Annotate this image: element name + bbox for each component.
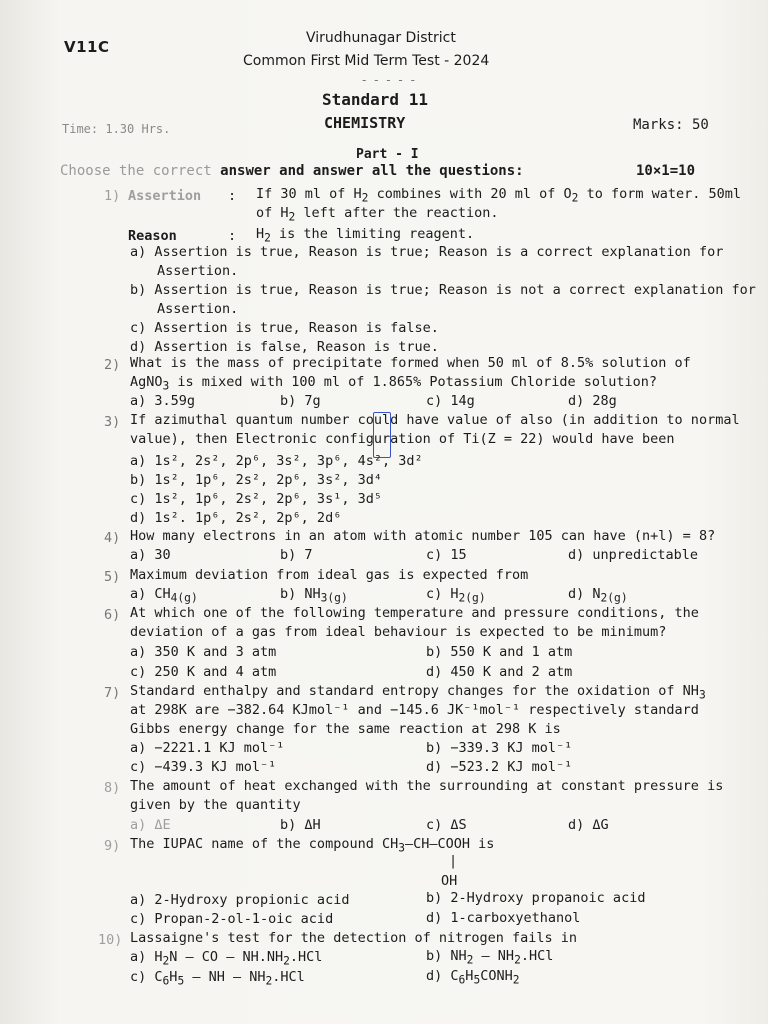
q2-line1: What is the mass of precipitate formed when 50 ml of 8.5% solution of [130,355,691,371]
q3-line1: If azimuthal quantum number could have value of also (in addition to normal [130,412,740,428]
q1-assertion-line2: of $H_2$ left after the reaction. [256,205,499,224]
q8-line2: given by the quantity [130,797,301,813]
q10-option-d: d) $C_6H_5CONH_2$ [426,968,520,987]
q4-option-d: d) unpredictable [568,547,699,563]
q1-option-b-line1: b) Assertion is true, Reason is true; Reason is not a correct explanation for [130,282,756,298]
q1-option-c: c) Assertion is true, Reason is false. [130,320,439,336]
q10-line1: Lassaigne's test for the detection of nitrogen fails in [130,930,578,946]
q3-option-a: a) 1s², 2s², 2p⁶, 3s², 3p⁶, 4s², 3d² [130,453,423,469]
q8-option-c: c) ΔS [426,817,467,833]
paper-code: V11C [64,38,110,56]
q5-number: 5) [104,569,121,585]
score-scheme: 10×1=10 [636,163,696,179]
instruction-prefix: Choose the correct [60,163,212,179]
q5-option-d: d) $N_{2(g)}$ [568,586,628,605]
q1-colon: : [228,188,237,204]
q2-option-d: d) 28g [568,393,617,409]
q9-oh-group: OH [441,873,458,889]
q1-assertion-label: Assertion [128,188,202,204]
q1-option-a-line1: a) Assertion is true, Reason is true; Reason is a correct explanation for [130,244,724,260]
q8-option-b: b) ΔH [280,817,321,833]
q2-option-c: c) 14g [426,393,475,409]
q6-option-b: b) 550 K and 1 atm [426,644,573,660]
q3-number: 3) [104,414,121,430]
q9-bond-line: | [449,853,458,869]
q6-option-d: d) 450 K and 2 atm [426,664,573,680]
q1-option-b-line2: Assertion. [157,301,239,317]
q8-option-a: a) ΔE [130,817,171,833]
q9-option-a: a) 2-Hydroxy propionic acid [130,892,350,908]
q10-option-a: a) $H_2N$ – CO – $NH.NH_2.HCl$ [130,949,323,968]
q8-option-d: d) ΔG [568,817,609,833]
q2-option-b: b) 7g [280,393,321,409]
q1-assertion-line1: If 30 ml of $H_2$ combines with 20 ml of $O_2$ to form water. 50ml [256,186,741,205]
time-label: Time: 1.30 Hrs. [62,122,171,136]
q7-option-c: c) −439.3 KJ mol⁻¹ [130,759,277,775]
q5-option-a: a) $CH_{4(g)}$ [130,586,198,605]
q8-number: 8) [104,780,121,796]
q6-number: 6) [104,607,121,623]
q1-option-a-line2: Assertion. [157,263,239,279]
q2-number: 2) [104,357,121,373]
q4-option-a: a) 30 [130,547,171,563]
q9-option-c: c) Propan-2-ol-1-oic acid [130,911,334,927]
decorative-dots: - - - - - [362,73,417,87]
q7-line3: Gibbs energy change for the same reaction at 298 K is [130,721,561,737]
q1-reason-label: Reason [128,228,177,244]
q6-option-c: c) 250 K and 4 atm [130,664,277,680]
instruction-rest: answer and answer all the questions: [220,163,524,179]
q7-option-d: d) −523.2 KJ mol⁻¹ [426,759,573,775]
selection-box [373,412,391,458]
part-heading: Part - I [356,147,419,162]
q5-option-c: c) $H_{2(g)}$ [426,586,486,605]
standard-title: Standard 11 [322,90,428,109]
q3-option-c: c) 1s², 1p⁶, 2s², 2p⁶, 3s¹, 3d⁵ [130,491,382,507]
q2-line2: AgNO$_3$ is mixed with 100 ml of 1.865% Potassium Chloride solution? [130,374,657,393]
q1-colon-2: : [228,228,237,244]
q7-option-b: b) −339.3 KJ mol⁻¹ [426,740,573,756]
q6-option-a: a) 350 K and 3 atm [130,644,277,660]
q7-option-a: a) −2221.1 KJ mol⁻¹ [130,740,285,756]
marks-label: Marks: 50 [633,117,709,133]
q2-option-a: a) 3.59g [130,393,196,409]
q7-line1: Standard enthalpy and standard entropy changes for the oxidation of $NH_3$ [130,683,706,702]
q3-line2: value), then Electronic configuration of Ti(Z = 22) would have been [130,431,675,447]
q3-option-b: b) 1s², 1p⁶, 2s², 2p⁶, 3s², 3d⁴ [130,472,382,488]
q6-line2: deviation of a gas from ideal behaviour is expected to be minimum? [130,624,667,640]
q1-option-d: d) Assertion is false, Reason is true. [130,339,439,355]
q10-option-c: c) $C_6H_5$ – NH – $NH_2.HCl$ [130,969,305,988]
district-title: Virudhunagar District [306,30,456,46]
q9-line1: The IUPAC name of the compound $CH_3-CH$–COOH is [130,836,495,855]
q1-number: 1) [104,188,121,204]
q1-reason-text: $H_2$ is the limiting reagent. [256,226,475,245]
q9-option-d: d) 1-carboxyethanol [426,910,581,926]
exam-title: Common First Mid Term Test - 2024 [243,53,490,69]
q9-number: 9) [104,838,121,854]
q6-line1: At which one of the following temperature and pressure conditions, the [130,605,699,621]
q4-number: 4) [104,530,121,546]
subject-title: CHEMISTRY [324,114,406,132]
q8-line1: The amount of heat exchanged with the surrounding at constant pressure is [130,778,724,794]
q10-option-b: b) $NH_2 - NH_2.HCl$ [426,948,554,967]
q4-option-c: c) 15 [426,547,467,563]
instruction [60,163,524,179]
q5-option-b: b) $NH_{3(g)}$ [280,586,348,605]
q5-line1: Maximum deviation from ideal gas is expected from [130,567,529,583]
q3-option-d: d) 1s². 1p⁶, 2s², 2p⁶, 2d⁶ [130,510,342,526]
q4-line1: How many electrons in an atom with atomic number 105 can have (n+l) = 8? [130,528,716,544]
q7-number: 7) [104,685,121,701]
q9-option-b: b) 2-Hydroxy propanoic acid [426,890,646,906]
q10-number: 10) [98,932,123,948]
q4-option-b: b) 7 [280,547,313,563]
q7-line2: at 298K are −382.64 KJmol⁻¹ and −145.6 JK⁻¹mol⁻¹ respectively standard [130,702,699,718]
